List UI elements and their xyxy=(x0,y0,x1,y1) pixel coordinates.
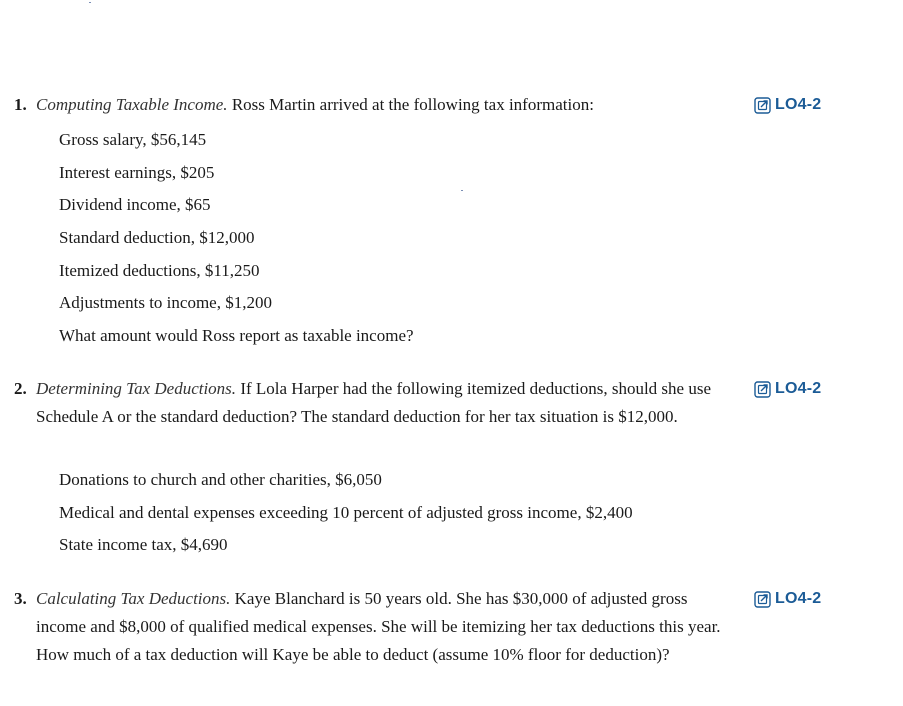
learning-objective-link[interactable] xyxy=(754,377,821,401)
problem-text: If Lola Harper had the following itemized deductions, should she use Schedule A or the standard deduction? The standard deduction for her tax situation is $12,000. xyxy=(36,379,711,426)
list-item: Interest earnings, $205 xyxy=(59,162,215,182)
learning-objective-link[interactable] xyxy=(754,93,821,117)
list-item: Itemized deductions, $11,250 xyxy=(59,260,260,280)
list-item: Dividend income, $65 xyxy=(59,195,211,215)
problem-items xyxy=(59,128,759,357)
external-link-icon xyxy=(754,97,771,114)
problem-number: 2. xyxy=(14,379,27,398)
learning-objective-label: LO4-2 xyxy=(775,590,822,607)
problem-statement xyxy=(36,375,736,431)
stray-mark xyxy=(89,2,91,3)
problem-text: Kaye Blanchard is 50 years old. She has $30,000 of adjusted gross income and $8,000 of qualified medical expenses. She will be itemizing her tax deductions this year. How much of a tax deduction will Kaye be able to deduct (assume 10% floor for deduction)? xyxy=(36,589,721,664)
problem-title: Calculating Tax Deductions. xyxy=(36,589,231,608)
list-item: Standard deduction, $12,000 xyxy=(59,228,255,248)
list-item: State income tax, $4,690 xyxy=(59,535,228,555)
list-item: Medical and dental expenses exceeding 10 percent of adjusted gross income, $2,400 xyxy=(59,502,633,522)
problem-title: Determining Tax Deductions. xyxy=(36,379,237,398)
external-link-icon xyxy=(754,591,771,608)
external-link-icon xyxy=(754,381,771,398)
problem-title: Computing Taxable Income. xyxy=(36,95,228,114)
problem-items xyxy=(59,468,759,566)
problem-number: 1. xyxy=(14,95,27,114)
learning-objective-link[interactable] xyxy=(754,587,821,611)
list-item: Adjustments to income, $1,200 xyxy=(59,293,272,313)
list-item: Donations to church and other charities, $6,050 xyxy=(59,470,382,489)
list-item: Gross salary, $56,145 xyxy=(59,130,207,149)
problem-statement xyxy=(36,91,736,119)
problem-text: Ross Martin arrived at the following tax information: xyxy=(227,95,594,114)
learning-objective-label: LO4-2 xyxy=(775,380,822,397)
list-item: What amount would Ross report as taxable income? xyxy=(59,326,414,346)
problem-statement xyxy=(36,585,736,669)
learning-objective-label: LO4-2 xyxy=(775,96,822,113)
problem-number: 3. xyxy=(14,589,27,608)
